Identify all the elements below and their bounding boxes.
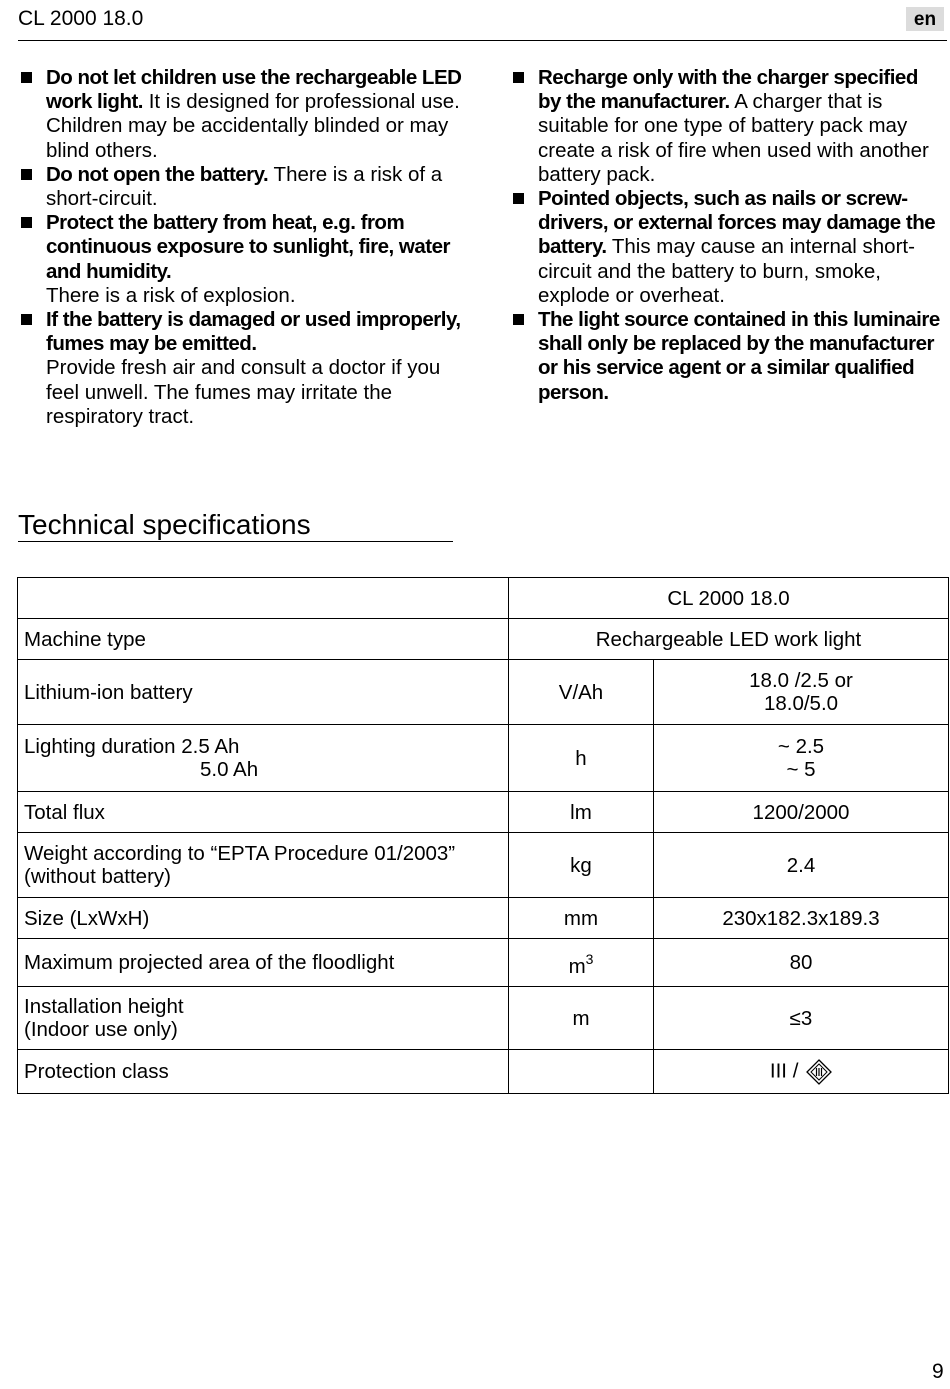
safety-column-left xyxy=(18,66,468,429)
spec-value: 80 xyxy=(654,939,949,987)
table-row xyxy=(18,987,949,1050)
spec-value-line: ~ 2.5 xyxy=(777,735,825,758)
bullet-square-icon xyxy=(21,169,32,180)
spec-unit: mm xyxy=(509,898,654,939)
safety-item xyxy=(18,66,468,163)
spec-label xyxy=(18,725,509,792)
protection-class-iii-icon xyxy=(806,1059,832,1085)
safety-item xyxy=(18,163,468,211)
safety-item xyxy=(510,187,945,308)
safety-item-text: A charger that is suitable for one type of battery pack may create a risk of fire when used with another battery pack. xyxy=(538,90,929,186)
table-row xyxy=(18,725,949,792)
spec-value-line: 18.0/5.0 xyxy=(763,692,839,715)
protection-class-text: III / xyxy=(769,1058,799,1082)
spec-label: Weight according to “EPTA Procedure 01/2003” (without battery) xyxy=(18,833,509,898)
spec-unit: m xyxy=(509,987,654,1050)
table-row xyxy=(18,939,949,987)
table-cell-empty xyxy=(18,578,509,619)
safety-item xyxy=(18,211,468,308)
bullet-square-icon xyxy=(513,193,524,204)
spec-value xyxy=(654,660,949,725)
bullet-square-icon xyxy=(21,314,32,325)
spec-unit: kg xyxy=(509,833,654,898)
spec-label-line: Lighting duration 2.5 Ah xyxy=(24,735,240,758)
safety-item-bold: Do not open the battery. xyxy=(46,162,269,186)
spec-value xyxy=(654,1050,949,1094)
safety-item-bold: Pointed objects, such as nails or screw-drivers, or external forces may damage the battery. xyxy=(538,187,936,259)
safety-item-bold: Recharge only with the charger specified by the manufacturer. xyxy=(538,66,918,114)
bullet-square-icon xyxy=(513,314,524,325)
spec-label: Size (LxWxH) xyxy=(18,898,509,939)
spec-unit-superscript: 3 xyxy=(585,950,594,967)
spec-label-line: (Indoor use only) xyxy=(24,1018,178,1041)
page-number: 9 xyxy=(932,1360,944,1383)
spec-label: Lithium-ion battery xyxy=(18,660,509,725)
header-title: CL 2000 18.0 xyxy=(18,7,144,30)
table-cell-empty xyxy=(509,1050,654,1094)
safety-item-text: There is a risk of explosion. xyxy=(46,283,296,307)
safety-item xyxy=(510,66,945,187)
spec-label: Machine type xyxy=(18,619,509,660)
table-row xyxy=(18,660,949,725)
section-underline xyxy=(18,541,453,542)
table-row xyxy=(18,578,949,619)
language-badge: en xyxy=(906,7,944,31)
spec-unit: lm xyxy=(509,792,654,833)
spec-label: Maximum projected area of the floodlight xyxy=(18,939,509,987)
safety-item-bold: The light source contained in this luminaire shall only be replaced by the manufacturer or his service agent or a similar qualified person. xyxy=(538,308,940,404)
table-row xyxy=(18,792,949,833)
spec-value: 230x182.3x189.3 xyxy=(654,898,949,939)
safety-item-bold: Do not let children use the rechargeable LED work light. xyxy=(46,66,462,114)
safety-item-bold: If the battery is damaged or used improperly, fumes may be emitted. xyxy=(46,308,461,356)
section-title: Technical specifications xyxy=(18,509,311,540)
table-row xyxy=(18,1050,949,1094)
safety-item-text: There is a risk of a short-circuit. xyxy=(46,162,443,211)
spec-value: Rechargeable LED work light xyxy=(509,619,949,660)
safety-column-right xyxy=(510,66,945,405)
safety-item xyxy=(510,308,945,405)
safety-item-bold: Protect the battery from heat, e.g. from continuous exposure to sunlight, fire, water and humidity. xyxy=(46,211,450,283)
table-row xyxy=(18,898,949,939)
spec-unit xyxy=(509,939,654,987)
spec-value: 1200/2000 xyxy=(654,792,949,833)
safety-item-text: It is designed for professional use. Children may be accidentally blinded or may blind others. xyxy=(46,90,460,162)
table-row xyxy=(18,619,949,660)
bullet-square-icon xyxy=(21,72,32,83)
specs-table xyxy=(17,577,949,1094)
header-divider xyxy=(18,40,947,41)
spec-label-line: 5.0 Ah xyxy=(200,758,259,781)
table-row xyxy=(18,833,949,898)
spec-value: 2.4 xyxy=(654,833,949,898)
spec-unit: h xyxy=(509,725,654,792)
model-header: CL 2000 18.0 xyxy=(509,578,949,619)
safety-item-text: Provide fresh air and consult a doctor if you feel unwell. The fumes may irritate the respiratory tract. xyxy=(46,356,441,428)
spec-value-line: ~ 5 xyxy=(786,758,816,781)
spec-value-line: 18.0 /2.5 or xyxy=(749,669,853,692)
safety-item-text: This may cause an internal short-circuit and the battery to burn, smoke, explode or overheat. xyxy=(538,235,915,307)
bullet-square-icon xyxy=(513,72,524,83)
spec-label-line: Installation height xyxy=(24,995,184,1018)
spec-value xyxy=(654,725,949,792)
spec-label: Total flux xyxy=(18,792,509,833)
bullet-square-icon xyxy=(21,217,32,228)
spec-unit-base: m xyxy=(568,954,586,978)
spec-unit: V/Ah xyxy=(509,660,654,725)
spec-label: Protection class xyxy=(18,1050,509,1094)
spec-label xyxy=(18,987,509,1050)
spec-value: ≤3 xyxy=(654,987,949,1050)
safety-item xyxy=(18,308,468,429)
